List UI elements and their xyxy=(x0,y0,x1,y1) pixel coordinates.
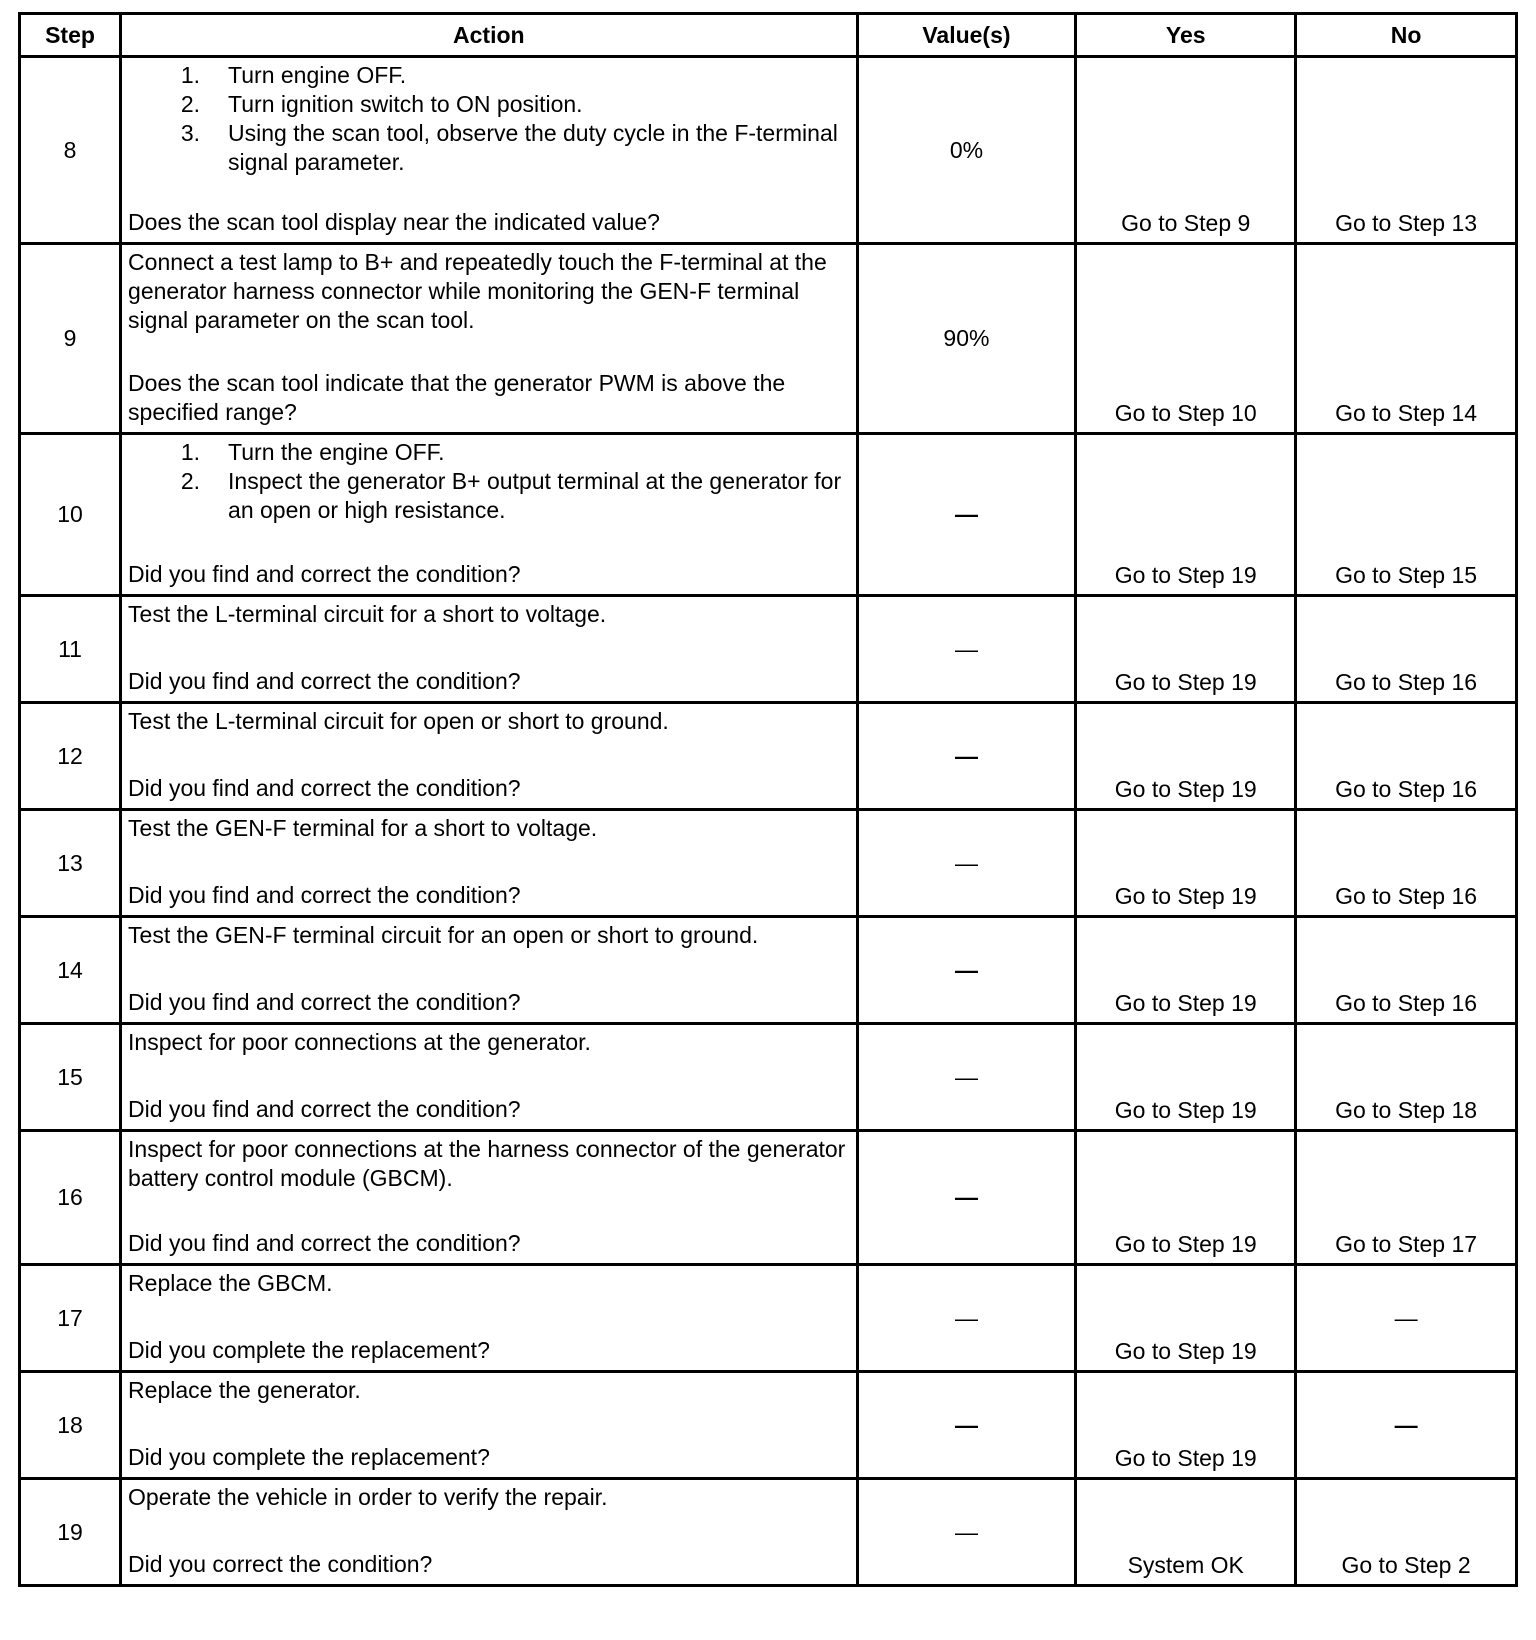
action-cell xyxy=(121,1479,858,1586)
no-result: Go to Step 17 xyxy=(1335,1231,1478,1257)
list-item xyxy=(128,90,848,119)
header-action: Action xyxy=(121,14,858,57)
no-result: Go to Step 13 xyxy=(1335,210,1478,236)
action-question: Did you find and correct the condition? xyxy=(128,1096,521,1122)
step-number: 11 xyxy=(20,596,121,703)
yes-cell xyxy=(1076,1024,1296,1131)
value-cell: — xyxy=(857,917,1076,1024)
yes-result: Go to Step 19 xyxy=(1114,1338,1257,1364)
action-text: Test the GEN-F terminal for a short to voltage. xyxy=(128,815,598,841)
list-item-number: 2. xyxy=(180,468,201,494)
value-cell: 90% xyxy=(857,244,1076,434)
value-cell: — xyxy=(857,596,1076,703)
no-cell xyxy=(1296,703,1517,810)
list-item-text: Turn engine OFF. xyxy=(228,62,407,88)
action-question: Did you complete the replacement? xyxy=(128,1337,490,1363)
header-step: Step xyxy=(20,14,121,57)
no-cell xyxy=(1296,810,1517,917)
yes-result: Go to Step 9 xyxy=(1121,210,1251,236)
yes-cell xyxy=(1076,57,1296,244)
table-row xyxy=(20,917,1517,1024)
list-item xyxy=(128,438,848,467)
action-text: Replace the GBCM. xyxy=(128,1270,333,1296)
no-cell xyxy=(1296,1479,1517,1586)
list-item-number: 2. xyxy=(180,91,201,117)
yes-cell xyxy=(1076,596,1296,703)
list-item-text: Inspect the generator B+ output terminal at the generator for an open or high resistance. xyxy=(228,468,842,523)
table-row xyxy=(20,1131,1517,1265)
no-cell xyxy=(1296,57,1517,244)
value-cell: — xyxy=(857,1265,1076,1372)
list-item-number: 3. xyxy=(180,120,201,146)
no-cell xyxy=(1296,1024,1517,1131)
table-row xyxy=(20,1372,1517,1479)
list-item-text: Turn the engine OFF. xyxy=(228,439,445,465)
no-result: Go to Step 16 xyxy=(1335,990,1478,1016)
no-result: Go to Step 16 xyxy=(1335,669,1478,695)
no-cell xyxy=(1296,434,1517,596)
diagnostic-table xyxy=(18,12,1518,1587)
action-text: Operate the vehicle in order to verify the repair. xyxy=(128,1484,608,1510)
no-result: Go to Step 14 xyxy=(1335,400,1478,426)
yes-cell xyxy=(1076,1372,1296,1479)
step-number: 19 xyxy=(20,1479,121,1586)
step-number: 18 xyxy=(20,1372,121,1479)
list-item-text: Turn ignition switch to ON position. xyxy=(228,91,583,117)
header-yes: Yes xyxy=(1076,14,1296,57)
action-cell xyxy=(121,244,858,434)
action-text: Test the GEN-F terminal circuit for an open or short to ground. xyxy=(128,922,759,948)
action-question: Did you find and correct the condition? xyxy=(128,882,521,908)
action-cell xyxy=(121,703,858,810)
no-cell xyxy=(1296,1131,1517,1265)
table-body xyxy=(20,57,1517,1586)
no-result: Go to Step 15 xyxy=(1335,562,1478,588)
action-question: Did you find and correct the condition? xyxy=(128,668,521,694)
table-row xyxy=(20,810,1517,917)
yes-result: Go to Step 19 xyxy=(1114,1097,1257,1123)
no-result: Go to Step 2 xyxy=(1341,1552,1471,1578)
action-question: Did you find and correct the condition? xyxy=(128,1230,521,1256)
header-values: Value(s) xyxy=(857,14,1076,57)
yes-cell xyxy=(1076,1265,1296,1372)
value-cell: — xyxy=(857,1479,1076,1586)
action-cell xyxy=(121,596,858,703)
list-item-number: 1. xyxy=(180,62,201,88)
no-cell xyxy=(1296,917,1517,1024)
table-row xyxy=(20,1265,1517,1372)
table-row xyxy=(20,1479,1517,1586)
yes-result: Go to Step 19 xyxy=(1114,562,1257,588)
value-cell: — xyxy=(857,703,1076,810)
action-cell xyxy=(121,917,858,1024)
action-text: Test the L-terminal circuit for a short to voltage. xyxy=(128,601,607,627)
step-number: 13 xyxy=(20,810,121,917)
table-row xyxy=(20,703,1517,810)
value-cell: — xyxy=(857,810,1076,917)
value-cell: — xyxy=(857,1024,1076,1131)
yes-cell xyxy=(1076,1479,1296,1586)
action-cell xyxy=(121,57,858,244)
step-number: 12 xyxy=(20,703,121,810)
yes-result: Go to Step 19 xyxy=(1114,1231,1257,1257)
no-cell xyxy=(1296,596,1517,703)
no-result: Go to Step 18 xyxy=(1335,1097,1478,1123)
step-number: 15 xyxy=(20,1024,121,1131)
header-no: No xyxy=(1296,14,1517,57)
list-item-number: 1. xyxy=(180,439,201,465)
action-cell xyxy=(121,1024,858,1131)
no-cell: — xyxy=(1296,1265,1517,1372)
action-text: Test the L-terminal circuit for open or short to ground. xyxy=(128,708,669,734)
action-question: Did you correct the condition? xyxy=(128,1551,433,1577)
action-question: Did you find and correct the condition? xyxy=(128,989,521,1015)
list-item xyxy=(128,61,848,90)
no-cell xyxy=(1296,244,1517,434)
no-cell: — xyxy=(1296,1372,1517,1479)
yes-result: Go to Step 19 xyxy=(1114,669,1257,695)
action-text: Replace the generator. xyxy=(128,1377,361,1403)
yes-cell xyxy=(1076,810,1296,917)
action-cell xyxy=(121,434,858,596)
action-cell xyxy=(121,1265,858,1372)
action-cell xyxy=(121,1131,858,1265)
action-text: Connect a test lamp to B+ and repeatedly touch the F-terminal at the generator harness connector while monitoring the GEN-F terminal signal parameter on the scan tool. xyxy=(128,249,827,333)
list-item-text: Using the scan tool, observe the duty cycle in the F-terminal signal parameter. xyxy=(228,120,838,175)
table-row xyxy=(20,244,1517,434)
yes-result: Go to Step 19 xyxy=(1114,1445,1257,1471)
yes-cell xyxy=(1076,703,1296,810)
yes-cell xyxy=(1076,244,1296,434)
list-item xyxy=(128,467,848,525)
table-row xyxy=(20,434,1517,596)
step-number: 16 xyxy=(20,1131,121,1265)
list-item xyxy=(128,119,848,177)
table-row xyxy=(20,1024,1517,1131)
no-result: Go to Step 16 xyxy=(1335,883,1478,909)
step-number: 14 xyxy=(20,917,121,1024)
yes-cell xyxy=(1076,917,1296,1024)
action-question: Does the scan tool display near the indicated value? xyxy=(128,209,660,235)
step-number: 17 xyxy=(20,1265,121,1372)
action-text: Inspect for poor connections at the generator. xyxy=(128,1029,591,1055)
value-cell: — xyxy=(857,434,1076,596)
action-steps-list xyxy=(128,438,848,525)
action-question: Does the scan tool indicate that the generator PWM is above the specified range? xyxy=(128,370,786,425)
action-cell xyxy=(121,810,858,917)
yes-result: Go to Step 10 xyxy=(1114,400,1257,426)
step-number: 10 xyxy=(20,434,121,596)
step-number: 8 xyxy=(20,57,121,244)
yes-result: System OK xyxy=(1127,1552,1244,1578)
yes-result: Go to Step 19 xyxy=(1114,776,1257,802)
value-cell: 0% xyxy=(857,57,1076,244)
no-result: Go to Step 16 xyxy=(1335,776,1478,802)
action-text: Inspect for poor connections at the harness connector of the generator battery control module (GBCM). xyxy=(128,1136,846,1191)
header-row xyxy=(20,14,1517,57)
table-row xyxy=(20,57,1517,244)
yes-cell xyxy=(1076,1131,1296,1265)
action-question: Did you find and correct the condition? xyxy=(128,561,521,587)
action-steps-list xyxy=(128,61,848,177)
value-cell: — xyxy=(857,1131,1076,1265)
value-cell: — xyxy=(857,1372,1076,1479)
yes-result: Go to Step 19 xyxy=(1114,990,1257,1016)
action-cell xyxy=(121,1372,858,1479)
action-question: Did you find and correct the condition? xyxy=(128,775,521,801)
step-number: 9 xyxy=(20,244,121,434)
yes-result: Go to Step 19 xyxy=(1114,883,1257,909)
action-question: Did you complete the replacement? xyxy=(128,1444,490,1470)
yes-cell xyxy=(1076,434,1296,596)
table-row xyxy=(20,596,1517,703)
